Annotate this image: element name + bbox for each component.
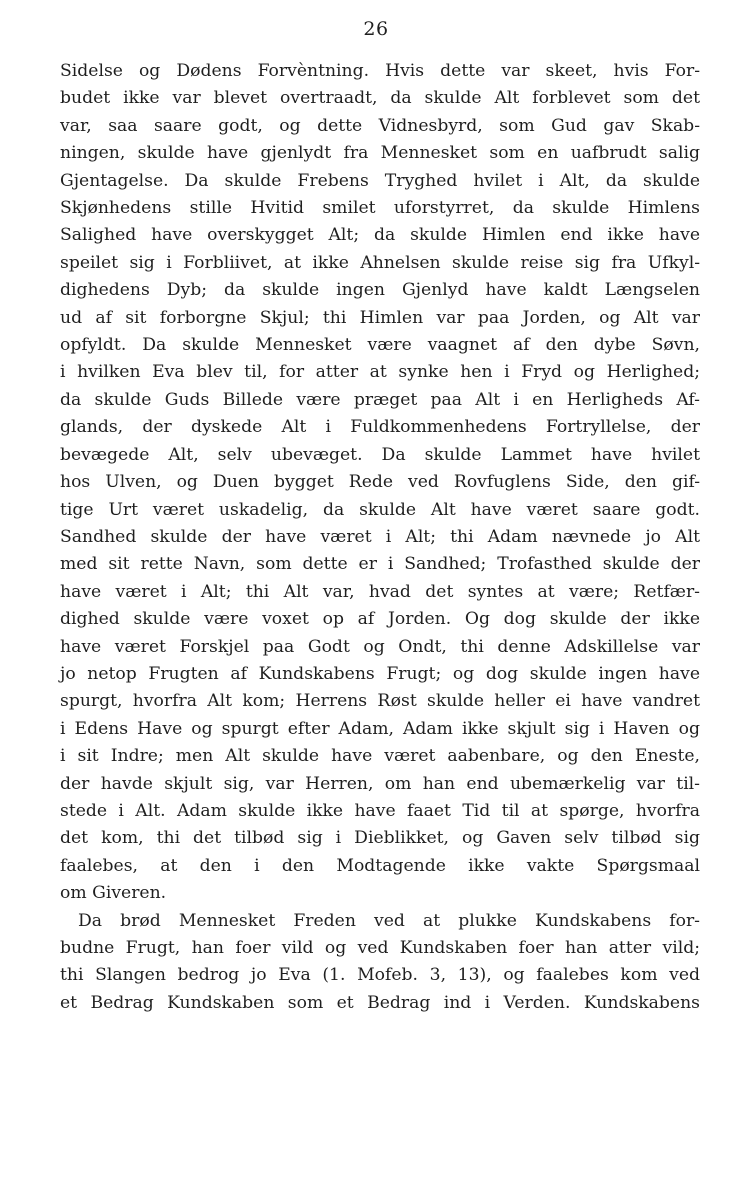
text-line: var, saa saare godt, og dette Vidnesbyrd, som Gud gav Skab- [60,115,700,136]
text-line: spurgt, hvorfra Alt kom; Herrens Røst skulde heller ei have vandret [60,691,700,712]
text-line: budet ikke var blevet overtraadt, da skulde Alt forblevet som det [60,88,700,109]
text-line: speilet sig i Forbliivet, at ikke Ahnelsen skulde reise sig fra Ufkyl- [60,252,700,273]
text-line: der havde skjult sig, var Herren, om han end ubemærkelig var til- [60,773,700,794]
body-text [60,58,700,1017]
text-line: dighed skulde være voxet op af Jorden. Og dog skulde der ikke [60,609,700,630]
text-line: om Giveren. [60,883,167,904]
text-line: thi Slangen bedrog jo Eva (1. Mofeb. 3, 13), og faalebes kom ved [60,965,700,986]
text-line: Skjønhedens stille Hvitid smilet uforstyrret, da skulde Himlens [60,198,700,219]
text-line: med sit rette Navn, som dette er i Sandhed; Trofasthed skulde der [60,554,700,575]
text-line: have været i Alt; thi Alt var, hvad det syntes at være; Retfær- [60,581,700,602]
text-line: glands, der dyskede Alt i Fuldkommenhedens Fortryllelse, der [60,417,700,438]
text-line: jo netop Frugten af Kundskabens Frugt; og dog skulde ingen have [60,663,700,684]
text-line: Salighed have overskygget Alt; da skulde Himlen end ikke have [60,225,700,246]
text-line: da skulde Guds Billede være præget paa Alt i en Herligheds Af- [60,389,700,410]
text-line: ningen, skulde have gjenlydt fra Mennesket som en uafbrudt salig [60,143,700,164]
text-line: Da brød Mennesket Freden ved at plukke Kundskabens for- [78,910,700,931]
text-line: faalebes, at den i den Modtagende ikke vakte Spørgsmaal [60,855,700,876]
text-line: det kom, thi det tilbød sig i Dieblikket, og Gaven selv tilbød sig [60,828,700,849]
text-line: budne Frugt, han foer vild og ved Kundskaben foer han atter vild; [60,938,700,958]
text-line: ud af sit forborgne Skjul; thi Himlen var paa Jorden, og Alt var [60,307,700,328]
text-line: Sandhed skulde der have været i Alt; thi Adam nævnede jo Alt [60,526,700,547]
text-line: Gjentagelse. Da skulde Frebens Tryghed hvilet i Alt, da skulde [60,170,700,191]
page-number: 26 [363,18,389,40]
text-line: opfyldt. Da skulde Mennesket være vaagnet af den dybe Søvn, [60,335,700,356]
text-line: Sidelse og Dødens Forvèntning. Hvis dette var skeet, hvis For- [60,61,700,81]
text-line: i Edens Have og spurgt efter Adam, Adam ikke skjult sig i Haven og [60,718,700,739]
text-line: bevægede Alt, selv ubevæget. Da skulde Lammet have hvilet [60,444,700,465]
text-line: stede i Alt. Adam skulde ikke have faaet Tid til at spørge, hvorfra [60,800,700,821]
text-line: et Bedrag Kundskaben som et Bedrag ind i Verden. Kundskabens [60,992,700,1013]
text-line: hos Ulven, og Duen bygget Rede ved Rovfuglens Side, den gif- [60,472,700,493]
text-line: i sit Indre; men Alt skulde have været aabenbare, og den Eneste, [60,746,700,767]
text-line: have været Forskjel paa Godt og Ondt, thi denne Adskillelse var [60,636,700,657]
text-line: tige Urt været uskadelig, da skulde Alt have været saare godt. [60,499,700,520]
text-line: dighedens Dyb; da skulde ingen Gjenlyd have kaldt Længselen [60,280,700,301]
text-line: i hvilken Eva blev til, for atter at synke hen i Fryd og Herlighed; [60,362,700,383]
